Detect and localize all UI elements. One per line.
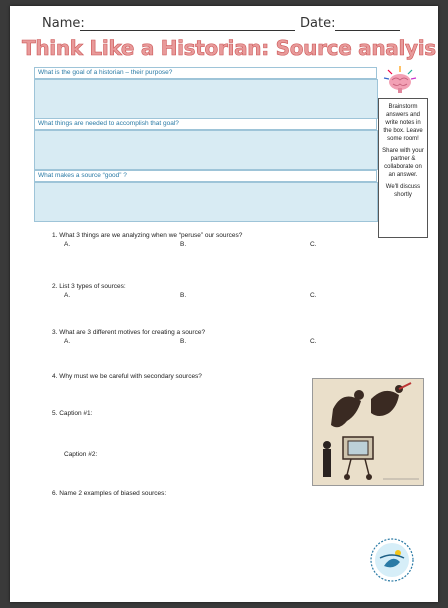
question-1: 1. What 3 things are we analyzing when we “peruse” our sources? bbox=[52, 232, 243, 239]
prompt-goal: What is the goal of a historian – their purpose? bbox=[34, 67, 377, 79]
q2-option-c: C. bbox=[310, 292, 317, 299]
q1-option-c: C. bbox=[310, 241, 317, 248]
page-title: Think Like a Historian: Source analyis bbox=[22, 36, 436, 60]
date-line bbox=[335, 30, 400, 31]
answer-box-good-source[interactable] bbox=[34, 182, 378, 222]
caption-2: Caption #2: bbox=[64, 451, 98, 458]
q1-option-b: B. bbox=[180, 241, 187, 248]
q3-option-b: B. bbox=[180, 338, 187, 345]
answer-box-needs[interactable] bbox=[34, 130, 378, 170]
q2-option-a: A. bbox=[64, 292, 71, 299]
question-5-caption-1: 5. Caption #1: bbox=[52, 410, 93, 417]
instruction-brainstorm: Brainstorm answers and write notes in the box. Leave some room! bbox=[383, 104, 423, 142]
question-6: 6. Name 2 examples of biased sources: bbox=[52, 490, 167, 497]
question-2: 2. List 3 types of sources: bbox=[52, 283, 126, 290]
question-3: 3. What are 3 different motives for creating a source? bbox=[52, 329, 206, 336]
date-label: Date: bbox=[300, 16, 336, 31]
prompt-good-source: What makes a source “good” ? bbox=[34, 170, 377, 182]
historian-cartoon-image bbox=[312, 378, 424, 486]
dazzling-daisies-logo-icon bbox=[370, 538, 414, 582]
q2-option-b: B. bbox=[180, 292, 187, 299]
q3-option-c: C. bbox=[310, 338, 317, 345]
prompt-needs: What things are needed to accomplish that goal? bbox=[34, 118, 377, 130]
question-4: 4. Why must we be careful with secondary sources? bbox=[52, 373, 202, 380]
worksheet-page bbox=[10, 6, 438, 602]
q3-option-a: A. bbox=[64, 338, 71, 345]
name-line bbox=[80, 30, 295, 31]
q1-option-a: A. bbox=[64, 241, 71, 248]
name-label: Name: bbox=[42, 16, 85, 31]
answer-box-goal[interactable] bbox=[34, 79, 378, 119]
brain-icon bbox=[382, 66, 418, 94]
instructions-box bbox=[378, 98, 428, 238]
instruction-discuss: We'll discuss shortly bbox=[385, 184, 421, 198]
instruction-share: Share with your partner & collaborate on an answer. bbox=[382, 148, 424, 178]
